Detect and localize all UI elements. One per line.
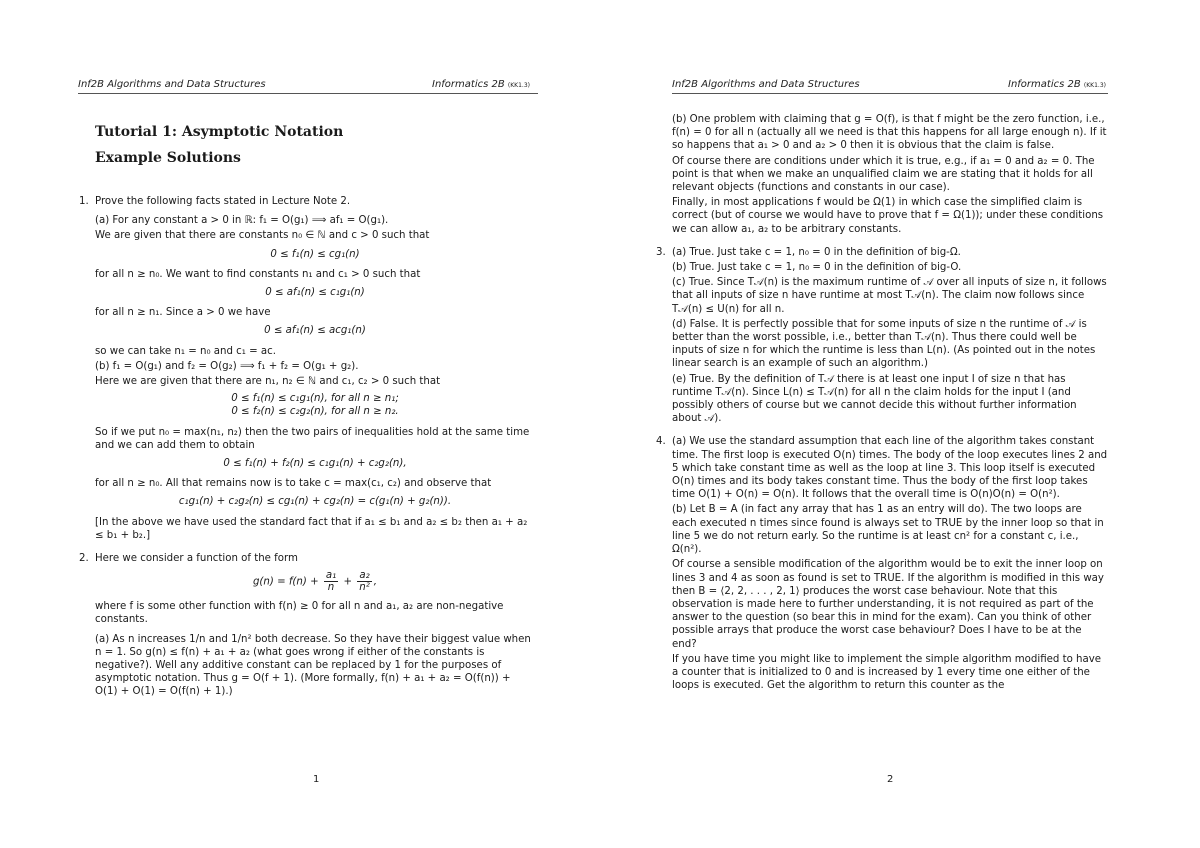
q2-where: where f is some other function with f(n) ≥ 0 for all n and a₁, a₂ are non-negative constants. (95, 601, 504, 626)
q2-intro: Here we consider a function of the form (95, 553, 298, 565)
question-number: 2. (79, 553, 89, 565)
running-header-right (1008, 79, 1106, 90)
equation: 0 ≤ f₁(n) + f₂(n) ≤ c₁g₁(n) + c₂g₂(n), (223, 458, 407, 470)
q1a-conclusion: so we can take n₁ = n₀ and c₁ = ac. (95, 345, 276, 357)
fraction (357, 570, 372, 593)
header-course: Informatics 2B (432, 79, 505, 90)
question-2 (79, 552, 535, 699)
question-4 (656, 435, 1108, 692)
question-3 (656, 246, 1108, 426)
q1b-note: [In the above we have used the standard fact that if a₁ ≤ b₁ and a₂ ≤ b₂ then a₁ + a₂ ≤ b₁ + b₂.] (95, 516, 528, 541)
question-number: 4. (656, 436, 666, 448)
q1a-given: We are given that there are constants n₀ ∈ ℕ and c > 0 such that (95, 230, 430, 242)
q1a-statement: (a) For any constant a > 0 in ℝ: f₁ = O(g₁) ⟹ af₁ = O(g₁). (95, 215, 389, 227)
question-number: 1. (79, 196, 89, 207)
page-number: 1 (313, 774, 320, 785)
header-course: Informatics 2B (1008, 79, 1081, 90)
left-column (79, 119, 535, 701)
q3a-answer: (a) True. Just take c = 1, n₀ = 0 in the definition of big-Ω. (672, 246, 961, 258)
q3e-answer: (e) True. By the definition of T𝒜 there is at least one input I of size n that has runtime T𝒜(n). Since L(n) ≤ T𝒜(n) for all n the claim holds for the input I (and possibly others of course but we cannot decide this without further information about 𝒜). (672, 373, 1077, 425)
q1b-statement: (b) f₁ = O(g₁) and f₂ = O(g₂) ⟹ f₁ + f₂ = O(g₁ + g₂). (95, 360, 359, 372)
q3c-answer: (c) True. Since T𝒜(n) is the maximum runtime of 𝒜 over all inputs of size n, it follows that all inputs of size n have runtime at most T𝒜(n). The claim now follows since T𝒜(n) ≤ U(n) for all n. (672, 277, 1107, 315)
q2a-answer: (a) As n increases 1/n and 1/n² both decrease. So they have their biggest value when n = 1. So g(n) ≤ f(n) + a₁ + a₂ (what goes wrong if either of the constants is negative?). Well any additive constant can be replaced by 1 for the purposes of asymptotic notation. Thus g = O(f + 1). (More formally, f(n) + a₁ + a₂ = O(f(n)) + O(1) + O(1) = O(f(n) + 1).) (95, 633, 531, 698)
q1a-forall: for all n ≥ n₀. We want to find constants n₁ and c₁ > 0 such that (95, 268, 421, 280)
q2b-conditions: Of course there are conditions under which it is true, e.g., if a₁ = 0 and a₂ = 0. The point is that when we make an unqualified claim we are stating that it holds for all relevant objects (functions and constants in our case). (672, 155, 1095, 194)
tutorial-title: Tutorial 1: Asymptotic Notation (95, 124, 344, 140)
running-header-left: Inf2B Algorithms and Data Structures (672, 79, 860, 90)
running-header-left: Inf2B Algorithms and Data Structures (78, 79, 266, 90)
running-header-right (432, 79, 530, 90)
header-small: (KK1.3) (507, 82, 530, 89)
equation-g (95, 570, 535, 593)
denominator: n² (359, 582, 370, 594)
fraction (324, 570, 338, 593)
q1-intro: Prove the following facts stated in Lecture Note 2. (95, 196, 351, 207)
right-column (656, 113, 1108, 694)
header-small: (KK1.3) (1083, 82, 1106, 89)
eq-end: , (373, 576, 378, 588)
equation: 0 ≤ f₂(n) ≤ c₂g₂(n), for all n ≥ n₂. (231, 406, 399, 418)
question-1 (79, 195, 535, 542)
equation: c₁g₁(n) + c₂g₂(n) ≤ cg₁(n) + cg₂(n) = c(g₁(n) + g₂(n)). (178, 496, 452, 508)
q2b-finally: Finally, in most applications f would be Ω(1) in which case the simplified claim is correct (but of course we would have to prove that f = Ω(1)); under these conditions we can allow a₁, a₂ to be arbitrary constants. (672, 197, 1104, 235)
eq-lhs: g(n) = f(n) + (252, 576, 319, 588)
q1b-given: Here we are given that there are n₁, n₂ ∈ ℕ and c₁, c₂ > 0 such that (95, 376, 441, 388)
q2b-answer: (b) One problem with claiming that g = O(f), is that f might be the zero function, i.e., f(n) = 0 for all n (actually all we need is that this happens for all large enough n). If it so happens that a₁ > 0 and a₂ > 0 then it is obvious that the claim is false. (672, 114, 1107, 152)
numerator: a₂ (357, 570, 372, 582)
header-rule (78, 93, 538, 94)
denominator: n (327, 582, 335, 594)
q1b-remains: for all n ≥ n₀. All that remains now is to take c = max(c₁, c₂) and observe that (95, 478, 492, 490)
equation: 0 ≤ af₁(n) ≤ acg₁(n) (264, 325, 366, 337)
q4b-counter: If you have time you might like to implement the simple algorithm modified to have a counter that is initialized to 0 and is increased by 1 every time one either of the loops is executed. Get the algorithm to return this counter as the (672, 653, 1102, 692)
q3d-answer: (d) False. It is perfectly possible that for some inputs of size n the runtime of 𝒜 is better than the worst possible, i.e., better than T𝒜(n). Thus there could well be inputs of size n for which the runtime is less than L(n). (As pointed out in the notes linear search is an example of such an algorithm.) (672, 318, 1096, 370)
header-rule (672, 93, 1108, 94)
q4b-modification: Of course a sensible modification of the algorithm would be to exit the inner loop on lines 3 and 4 as soon as found is set to TRUE. If the algorithm is modified in this way then B = ⟨2, 2, . . . , 2, 1⟩ produces the worst case behaviour. Note that this observation is made here to further understanding, it is not required as part of the answer to the question (so bear this in mind for the exam). Can you think of other possible arrays that produce the worst case behaviour? Does I have to be at the end? (672, 559, 1104, 650)
q3b-answer: (b) True. Just take c = 1, n₀ = 0 in the definition of big-O. (672, 262, 962, 274)
numerator: a₁ (325, 570, 337, 582)
q1a-forall: for all n ≥ n₁. Since a > 0 we have (95, 307, 271, 319)
q4a-answer: (a) We use the standard assumption that each line of the algorithm takes constant time. The first loop is executed O(n) times. The body of the loop executes lines 2 and 5 which take constant time as well as the loop at line 3. This loop itself is executed O(n) times and its body takes constant time. Thus the body of the first loop takes time O(1) + O(n) = O(n). It follows that the overall time is O(n)O(n) = O(n²). (672, 436, 1108, 501)
question-number: 3. (656, 246, 666, 258)
page-2 (600, 0, 1200, 848)
page-number: 2 (887, 774, 894, 785)
equation: 0 ≤ f₁(n) ≤ cg₁(n) (270, 248, 360, 260)
eq-plus: + (343, 576, 352, 588)
tutorial-subtitle: Example Solutions (95, 150, 241, 166)
equation: 0 ≤ f₁(n) ≤ c₁g₁(n), for all n ≥ n₁; (231, 393, 399, 405)
q4b-answer: (b) Let B = A (in fact any array that has 1 as an entry will do). The two loops are each executed n times since found is always set to TRUE by the inner loop so that in line 5 we do not return early. So the runtime is at least cn² for a constant c, i.e., Ω(n²). (672, 504, 1104, 556)
equation: 0 ≤ af₁(n) ≤ c₁g₁(n) (265, 287, 365, 299)
q1b-combine: So if we put n₀ = max(n₁, n₂) then the two pairs of inequalities hold at the same time and we can add them to obtain (95, 426, 530, 451)
